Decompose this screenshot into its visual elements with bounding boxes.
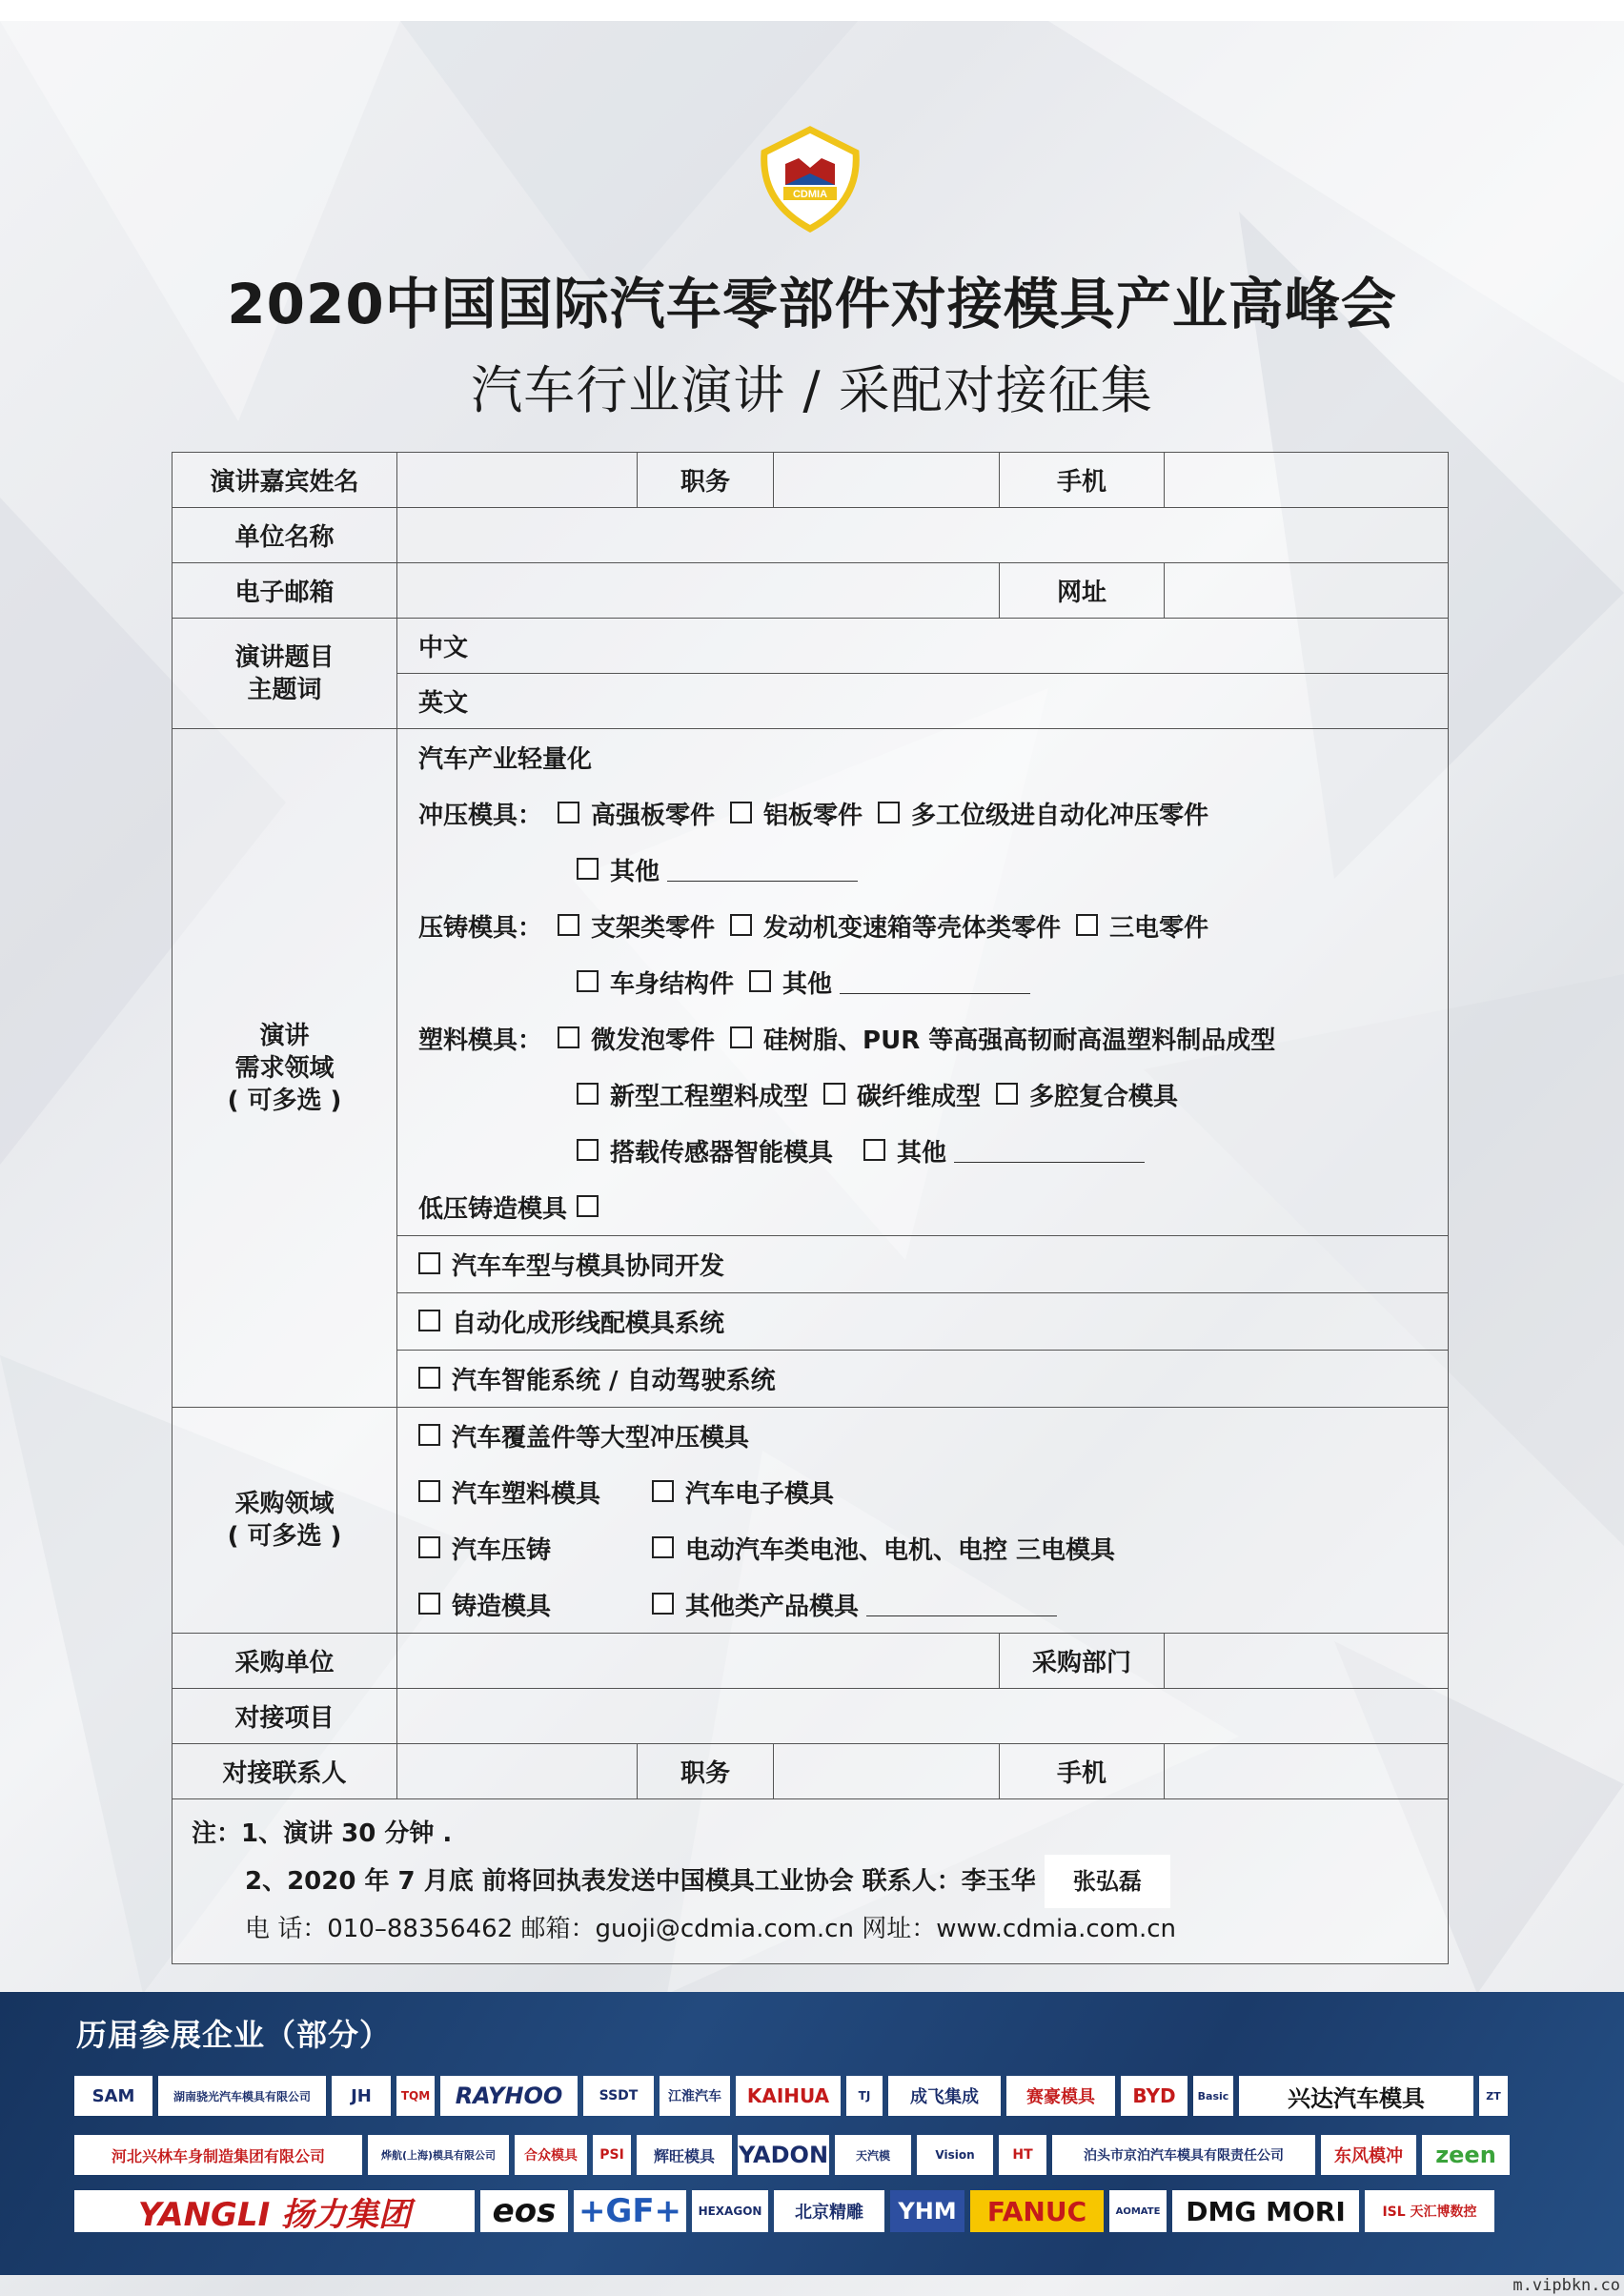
stamping-label: 冲压模具： xyxy=(418,802,543,830)
speaker-name-label: 演讲嘉宾姓名 xyxy=(173,453,397,508)
company-label: 单位名称 xyxy=(173,508,397,563)
option-label: 支架类零件 xyxy=(591,914,716,943)
project-field[interactable] xyxy=(397,1689,1449,1744)
logo-text: CDMIA xyxy=(792,189,828,200)
die-casting-row xyxy=(418,898,1427,954)
option-label: 其他 xyxy=(897,1139,947,1168)
plastic-label: 塑料模具： xyxy=(418,1026,543,1055)
exhibitor-logo: YADON xyxy=(738,2135,829,2175)
topic-label xyxy=(173,619,397,729)
option-label: 其他 xyxy=(610,858,660,886)
other-blank[interactable] xyxy=(667,858,858,882)
checkbox[interactable] xyxy=(418,1536,440,1558)
purchase-row2 xyxy=(418,1464,1427,1520)
exhibitor-logo: PSI xyxy=(593,2135,631,2175)
checkbox[interactable] xyxy=(418,1424,440,1446)
cdmia-shield-icon xyxy=(757,126,863,233)
purchase-dept-label: 采购部门 xyxy=(1000,1634,1165,1689)
option-label: 多腔复合模具 xyxy=(1029,1083,1179,1111)
other-blank[interactable] xyxy=(840,970,1030,994)
plastic-row xyxy=(418,1010,1427,1067)
option-label: 新型工程塑料成型 xyxy=(610,1083,809,1111)
other-blank[interactable] xyxy=(866,1593,1057,1616)
option-label: 搭载传感器智能模具 xyxy=(610,1139,834,1168)
option-label: 汽车电子模具 xyxy=(685,1480,835,1509)
note-line2-text: 2、2020 年 7 月底 前将回执表发送中国模具工业协会 联系人：李玉华 xyxy=(245,1867,1036,1896)
option-label: 自动化成形线配模具系统 xyxy=(452,1310,725,1338)
checkbox[interactable] xyxy=(823,1083,845,1105)
purchase-label-line2: ( 可多选 ) xyxy=(227,1522,342,1551)
checkbox[interactable] xyxy=(418,1593,440,1615)
exhibitor-logo: Basic xyxy=(1193,2076,1233,2116)
banner-title: 历届参展企业（部分） xyxy=(76,2017,392,2053)
option-label: 汽车智能系统 / 自动驾驶系统 xyxy=(452,1367,776,1395)
mobile-label: 手机 xyxy=(1000,453,1165,508)
contact-label: 对接联系人 xyxy=(173,1744,397,1799)
exhibitor-logo: KAIHUA xyxy=(736,2076,841,2116)
exhibitor-logo: 辉旺模具 xyxy=(637,2135,732,2175)
application-form xyxy=(172,452,1449,1964)
option-label: 硅树脂、PUR 等高强高韧耐高温塑料制品成型 xyxy=(763,1026,1276,1055)
plastic-row2 xyxy=(418,1067,1427,1123)
checkbox[interactable] xyxy=(558,802,579,823)
checkbox[interactable] xyxy=(577,1195,599,1217)
die-casting-row2 xyxy=(418,954,1427,1010)
demand-label-line2: 需求领域 xyxy=(234,1053,335,1083)
exhibitor-logo: 合众模具 xyxy=(515,2135,587,2175)
stamping-row xyxy=(418,785,1427,842)
checkbox[interactable] xyxy=(418,1252,440,1274)
checkbox[interactable] xyxy=(730,802,752,823)
exhibitor-logo: Vision xyxy=(917,2135,993,2175)
page-background xyxy=(0,21,1624,2296)
topic-label-line2: 主题词 xyxy=(247,675,322,704)
exhibitor-logo: BYD xyxy=(1121,2076,1188,2116)
exhibitor-logo: +GF+ xyxy=(574,2190,686,2232)
logo-row-1 xyxy=(74,2076,1508,2116)
exhibitor-logo: DMG MORI xyxy=(1172,2190,1359,2232)
exhibitor-logo: 成飞集成 xyxy=(888,2076,1001,2116)
exhibitor-logo: FANUC xyxy=(970,2190,1104,2232)
exhibitor-logo: YANGLI 扬力集团 xyxy=(74,2190,475,2232)
website-field[interactable] xyxy=(1165,563,1449,619)
exhibitor-logo: 东风模冲 xyxy=(1321,2135,1416,2175)
option-label: 高强板零件 xyxy=(591,802,716,830)
notes-cell xyxy=(173,1799,1449,1964)
logo-row-3 xyxy=(74,2190,1494,2232)
position-field[interactable] xyxy=(774,453,1000,508)
checkbox[interactable] xyxy=(418,1310,440,1331)
checkbox[interactable] xyxy=(1076,914,1098,936)
exhibitor-logo: 赛豪模具 xyxy=(1006,2076,1115,2116)
option-label: 汽车塑料模具 xyxy=(452,1480,601,1509)
demand-label xyxy=(173,729,397,1408)
exhibitor-logo: 兴达汽车模具 xyxy=(1239,2076,1473,2116)
option-label: 电动汽车类电池、电机、电控 三电模具 xyxy=(685,1536,1116,1565)
exhibitor-logo: RAYHOO xyxy=(440,2076,578,2116)
checkbox[interactable] xyxy=(558,1026,579,1048)
option-label: 铝板零件 xyxy=(763,802,863,830)
checkbox[interactable] xyxy=(730,914,752,936)
option-label: 三电零件 xyxy=(1109,914,1209,943)
checkbox[interactable] xyxy=(730,1026,752,1048)
stamping-other-row xyxy=(418,842,1427,898)
option-label: 其他类产品模具 xyxy=(685,1593,860,1621)
checkbox[interactable] xyxy=(577,970,599,992)
demand-label-line1: 演讲 xyxy=(259,1021,310,1050)
option-label: 多工位级进自动化冲压零件 xyxy=(911,802,1209,830)
position-label: 职务 xyxy=(638,453,774,508)
checkbox[interactable] xyxy=(652,1536,674,1558)
exhibitor-banner xyxy=(0,1992,1624,2275)
purchase-row3 xyxy=(418,1520,1427,1576)
exhibitor-logo: 北京精雕 xyxy=(774,2190,884,2232)
exhibitor-logo: ZT xyxy=(1479,2076,1508,2116)
checkbox[interactable] xyxy=(652,1480,674,1502)
exhibitor-logo: 泊头市京泊汽车模具有限责任公司 xyxy=(1052,2135,1315,2175)
topic-label-line1: 演讲题目 xyxy=(234,642,335,672)
die-casting-label: 压铸模具： xyxy=(418,914,543,943)
option-label: 车身结构件 xyxy=(610,970,735,999)
smart-sys-row xyxy=(397,1351,1449,1408)
contact-mobile-field[interactable] xyxy=(1165,1744,1449,1799)
checkbox[interactable] xyxy=(577,858,599,880)
exhibitor-logo: ISL 天汇博数控 xyxy=(1365,2190,1494,2232)
option-label: 发动机变速箱等壳体类零件 xyxy=(763,914,1062,943)
checkbox[interactable] xyxy=(996,1083,1018,1105)
purchase-company-field[interactable] xyxy=(397,1634,1000,1689)
checkbox[interactable] xyxy=(749,970,771,992)
purchase-row4 xyxy=(418,1576,1427,1633)
demand-options-cell xyxy=(397,729,1449,1236)
exhibitor-logo: YHM xyxy=(890,2190,964,2232)
checkbox[interactable] xyxy=(878,802,900,823)
page-subtitle: 汽车行业演讲 / 采配对接征集 xyxy=(471,360,1153,420)
contact-mobile-label: 手机 xyxy=(1000,1744,1165,1799)
option-label: 碳纤维成型 xyxy=(857,1083,982,1111)
exhibitor-logo: SSDT xyxy=(583,2076,654,2116)
option-label: 汽车覆盖件等大型冲压模具 xyxy=(452,1424,750,1453)
checkbox[interactable] xyxy=(863,1139,885,1161)
light-weight-label: 汽车产业轻量化 xyxy=(418,745,593,774)
exhibitor-logo: 烨航(上海)模具有限公司 xyxy=(368,2135,509,2175)
purchase-label xyxy=(173,1408,397,1634)
website-label: 网址 xyxy=(1000,563,1165,619)
speaker-name-field[interactable] xyxy=(397,453,638,508)
exhibitor-logo: 天汽模 xyxy=(835,2135,911,2175)
purchase-row1 xyxy=(418,1408,1427,1464)
company-field[interactable] xyxy=(397,508,1449,563)
watermark: m.vipbkn.co xyxy=(1512,2276,1620,2295)
exhibitor-logo: AOMATE xyxy=(1109,2190,1167,2232)
auto-line-row xyxy=(397,1293,1449,1351)
contact-position-label: 职务 xyxy=(638,1744,774,1799)
note-line2 xyxy=(192,1855,1429,1908)
option-label: 汽车压铸 xyxy=(452,1536,552,1565)
exhibitor-logo: TQM xyxy=(396,2076,435,2116)
purchase-dept-field[interactable] xyxy=(1165,1634,1449,1689)
exhibitor-logo: 河北兴林车身制造集团有限公司 xyxy=(74,2135,362,2175)
co-dev-row xyxy=(397,1236,1449,1293)
option-label: 其他 xyxy=(782,970,833,999)
checkbox[interactable] xyxy=(652,1593,674,1615)
purchase-company-label: 采购单位 xyxy=(173,1634,397,1689)
checkbox[interactable] xyxy=(577,1083,599,1105)
contact-position-field[interactable] xyxy=(774,1744,1000,1799)
exhibitor-logo: 江淮汽车 xyxy=(660,2076,730,2116)
exhibitor-logo: TJ xyxy=(846,2076,883,2116)
page-title: 2020中国国际汽车零部件对接模具产业高峰会 xyxy=(227,272,1397,336)
purchase-options-cell xyxy=(397,1408,1449,1634)
email-label: 电子邮箱 xyxy=(173,563,397,619)
demand-label-line3: ( 可多选 ) xyxy=(227,1086,342,1115)
checkbox[interactable] xyxy=(577,1139,599,1161)
option-label: 微发泡零件 xyxy=(591,1026,716,1055)
exhibitor-logo: HT xyxy=(999,2135,1046,2175)
contact-name-tag: 张弘磊 xyxy=(1045,1855,1170,1908)
email-field[interactable] xyxy=(397,563,1000,619)
exhibitor-logo: zeen xyxy=(1422,2135,1510,2175)
checkbox[interactable] xyxy=(558,914,579,936)
low-pressure-label: 低压铸造模具 xyxy=(418,1195,568,1224)
option-label: 汽车车型与模具协同开发 xyxy=(452,1252,725,1281)
low-pressure-row xyxy=(418,1179,1427,1235)
light-weight-heading xyxy=(418,729,1427,785)
exhibitor-logo: SAM xyxy=(74,2076,152,2116)
exhibitor-logo: HEXAGON xyxy=(692,2190,768,2232)
plastic-row3 xyxy=(418,1123,1427,1179)
exhibitor-logo: 湖南骁光汽车模具有限公司 xyxy=(158,2076,326,2116)
checkbox[interactable] xyxy=(418,1480,440,1502)
other-blank[interactable] xyxy=(954,1139,1145,1163)
logo-row-2 xyxy=(74,2135,1510,2175)
checkbox[interactable] xyxy=(418,1367,440,1389)
topic-en-field[interactable]: 英文 xyxy=(397,674,1449,729)
topic-cn-field[interactable]: 中文 xyxy=(397,619,1449,674)
project-label: 对接项目 xyxy=(173,1689,397,1744)
mobile-field[interactable] xyxy=(1165,453,1449,508)
option-label: 铸造模具 xyxy=(452,1593,552,1621)
contact-field[interactable] xyxy=(397,1744,638,1799)
exhibitor-logo: eos xyxy=(480,2190,568,2232)
note-line1: 注：1、演讲 30 分钟 . xyxy=(192,1819,453,1848)
note-line3: 电 话：010–88356462 邮箱：guoji@cdmia.com.cn 网址：www.cdmia.com.cn xyxy=(245,1915,1176,1943)
exhibitor-logo: JH xyxy=(332,2076,391,2116)
purchase-label-line1: 采购领域 xyxy=(234,1490,335,1518)
